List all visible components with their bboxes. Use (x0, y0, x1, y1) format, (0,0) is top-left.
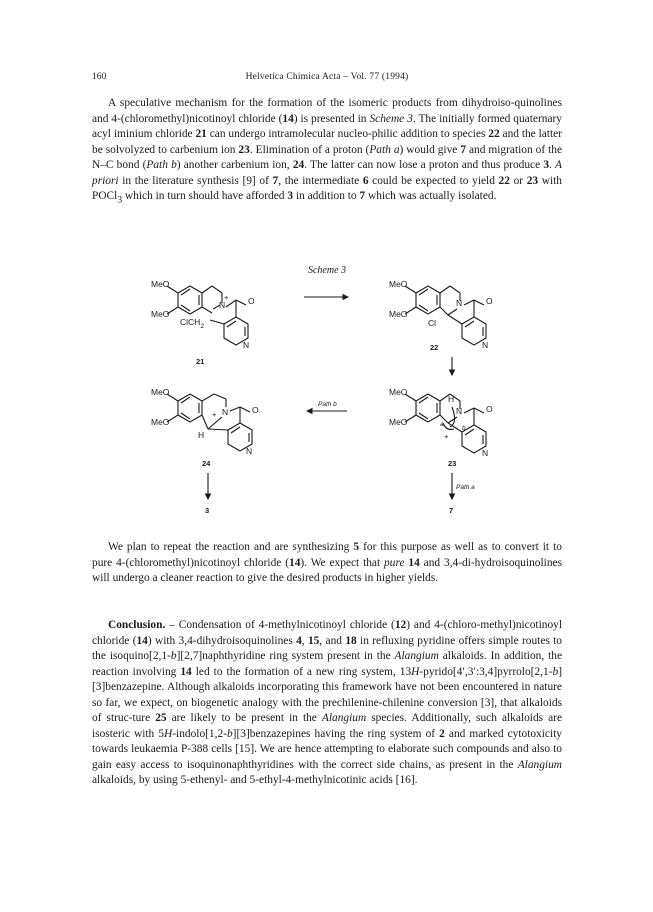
meo-label: MeO (389, 417, 408, 427)
conclusion-heading: Conclusion. (108, 619, 166, 631)
hydrogen-label: H (198, 430, 205, 440)
meo-label: MeO (151, 417, 170, 427)
meo-label: MeO (151, 387, 170, 397)
meo-label: MeO (389, 387, 408, 397)
nitrogen-label: N (219, 300, 226, 310)
page-number: 160 (92, 72, 107, 82)
compound-21-label: 21 (196, 357, 205, 366)
meo-label: MeO (389, 279, 408, 289)
paragraph-mechanism: A speculative mechanism for the formation of the isomeric products from dihydroiso-quinolines and 4-(chloromethyl)nicotinoyl chloride (14) is presented in Scheme 3. The initially formed quaternary acyl iminium chloride 21 can undergo intramolecular nucleo-philic addition to species 22 and the latter be solvolyzed to carbenium ion 23. Elimination of a proton (Path a) would give 7 and migration of the N–C bond (Path b) another carbenium ion, 24. The latter can now lose a proton and thus produce 3. A priori in the literature synthesis [9] of 7, the intermediate 6 could be expected to yield 22 or 23 with POCl$_3$ which in turn should have afforded 3 in addition to 7 which was actually isolated. (92, 97, 563, 206)
paragraph-conclusion: Conclusion. – Condensation of 4-methylnicotinoyl chloride (12) and 4-(chloro-methyl)nicotinoyl chloride (14) with 3,4-dihydroisoquinolines 4, 15, and 18 in refluxing pyridine offers simple routes to the isoquino[2,1-b][2,7]naphthyridine ring system present in the Alangium alkaloids. In addition, the reaction involving 14 led to the formation of a new ring system, 13H-pyrido[4′,3′:3,4]pyrrolo[2,1-b][3]benzazepine. Although alkaloids incorporating this framework have not been encountered in nature so far, we expect, on biogenetic analogy with the prechilenine-chilenine conversion [3], that alkaloids of struc-ture 25 are likely to be present in the Alangium species. Additionally, such alkaloids are isosteric with 5H-indolo[1,2-b][3]benzazepines having the ring system of 2 and marked cytotoxicity towards leukaemia P-388 cells [15]. We are hence attempting to elaborate such compounds and also to gain easy access to isoquinonaphthyridines with the correct side chains, as present in the Alangium alkaloids, by using 5-ethenyl- and 5-ethyl-4-methylnicotinic acids [16]. (92, 619, 563, 786)
compound-3-label: 3 (205, 506, 210, 515)
oxygen-label: O (252, 405, 259, 415)
chloride-label: Cl (428, 318, 437, 328)
nitrogen-label: N (246, 446, 253, 456)
compound-23-label: 23 (448, 459, 457, 468)
chloromethyl-label: ClCH$_2$ (180, 317, 204, 330)
bond-b-label: b (462, 425, 466, 432)
nitrogen-label: N (243, 340, 250, 350)
meo-label: MeO (151, 309, 170, 319)
oxygen-label: O (248, 296, 255, 306)
nitrogen-label: N (482, 448, 489, 458)
scheme-3-figure (92, 265, 562, 530)
running-header (92, 72, 562, 84)
structure-22 (405, 286, 486, 345)
structure-21 (167, 286, 248, 345)
bond-a-label: a (440, 421, 444, 428)
paragraph-plan: We plan to repeat the reaction and are synthesizing 5 for this purpose as well as to convert it to pure 4-(chloromethyl)nicotinoyl chloride (14). We expect that pure 14 and 3,4-di-hydroisoquinolines will undergo a cleaner reaction to give the desired products in higher yields. (92, 541, 563, 584)
reaction-scheme-svg (92, 265, 562, 530)
path-a-label: Path a (456, 484, 475, 491)
compound-7-label: 7 (449, 506, 454, 515)
compound-24-label: 24 (202, 459, 211, 468)
scheme-title: Scheme 3 (307, 265, 347, 276)
hydrogen-label: H (448, 394, 455, 404)
structure-23 (405, 394, 486, 453)
plus-charge: + (212, 410, 217, 419)
oxygen-label: O (486, 404, 493, 414)
nitrogen-label: N (456, 298, 463, 308)
meo-label: MeO (389, 309, 408, 319)
compound-22-label: 22 (430, 343, 439, 352)
meo-label: MeO (151, 279, 170, 289)
structure-24 (167, 394, 252, 451)
nitrogen-label: N (482, 340, 489, 350)
plus-charge: + (444, 432, 449, 441)
nitrogen-label: N (222, 407, 229, 417)
journal-title: Helvetica Chimica Acta – Vol. 77 (1994) (245, 72, 409, 82)
plus-charge: + (224, 293, 229, 302)
oxygen-label: O (486, 296, 493, 306)
nitrogen-label: N (456, 406, 463, 416)
path-b-label: Path b (318, 401, 337, 408)
